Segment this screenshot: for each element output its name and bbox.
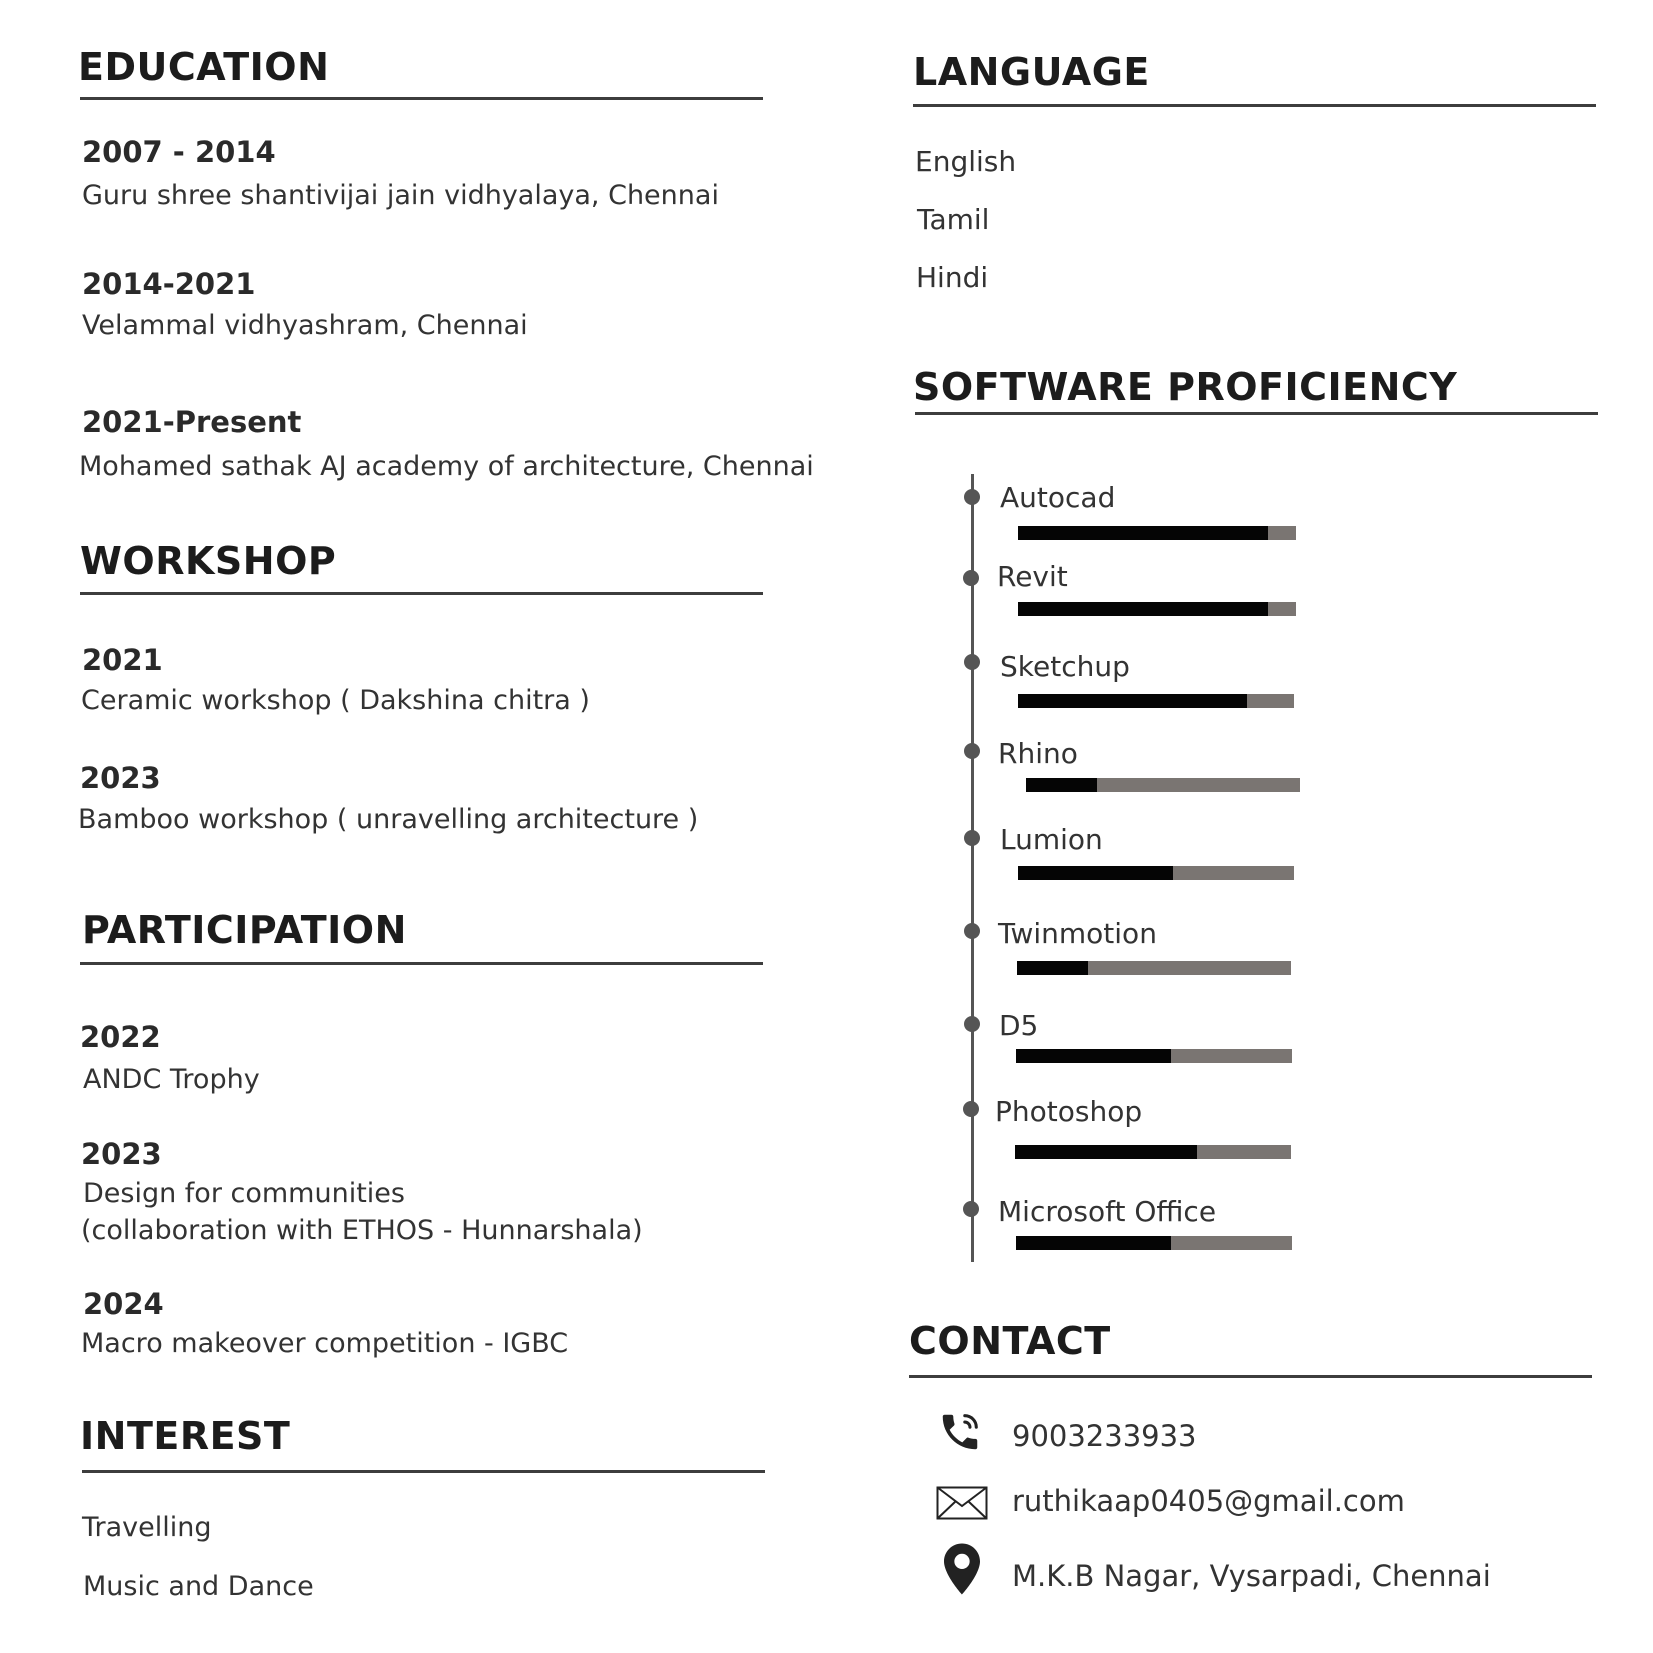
proficiency-bar <box>1018 526 1296 540</box>
contact-heading: CONTACT <box>909 1319 1111 1363</box>
contact-email[interactable]: ruthikaap0405@gmail.com <box>1012 1484 1405 1518</box>
workshop-year: 2023 <box>80 761 161 795</box>
software-name: Photoshop <box>995 1095 1143 1128</box>
interest-item: Travelling <box>82 1512 212 1543</box>
timeline-dot <box>963 570 979 586</box>
proficiency-fill <box>1015 1145 1197 1159</box>
workshop-divider <box>80 592 763 595</box>
software-name: Autocad <box>1000 481 1116 514</box>
timeline-dot <box>964 743 980 759</box>
timeline-dot <box>964 1016 980 1032</box>
software-name: Twinmotion <box>998 917 1157 950</box>
education-year: 2021-Present <box>82 405 302 439</box>
proficiency-bar <box>1018 694 1294 708</box>
interest-divider <box>82 1470 765 1473</box>
software-divider <box>915 412 1598 415</box>
proficiency-bar <box>1016 1049 1292 1063</box>
timeline-dot <box>964 489 980 505</box>
education-year: 2007 - 2014 <box>82 135 276 169</box>
contact-phone[interactable]: 9003233933 <box>1012 1419 1197 1453</box>
proficiency-bar <box>1026 778 1300 792</box>
proficiency-bar <box>1018 602 1296 616</box>
proficiency-fill <box>1017 961 1088 975</box>
proficiency-fill <box>1026 778 1097 792</box>
workshop-year: 2021 <box>82 643 163 677</box>
timeline-dot <box>963 1201 979 1217</box>
participation-item: Macro makeover competition - IGBC <box>81 1328 569 1359</box>
education-school: Guru shree shantivijai jain vidhyalaya, Chennai <box>82 180 719 211</box>
proficiency-bar <box>1018 866 1294 880</box>
proficiency-bar <box>1017 961 1291 975</box>
language-item: English <box>915 145 1017 178</box>
participation-item-detail: (collaboration with ETHOS - Hunnarshala) <box>81 1215 643 1246</box>
software-name: Revit <box>997 560 1068 593</box>
software-heading: SOFTWARE PROFICIENCY <box>913 365 1458 409</box>
proficiency-bar <box>1015 1145 1291 1159</box>
timeline-dot <box>964 654 980 670</box>
language-item: Hindi <box>916 261 989 294</box>
contact-divider <box>909 1375 1592 1378</box>
software-name: Sketchup <box>1000 650 1130 683</box>
participation-heading: PARTICIPATION <box>82 908 407 952</box>
language-divider <box>913 104 1596 107</box>
participation-item: Design for communities <box>83 1178 405 1209</box>
participation-year: 2023 <box>81 1137 162 1171</box>
proficiency-fill <box>1018 866 1173 880</box>
workshop-heading: WORKSHOP <box>80 539 337 583</box>
workshop-item: Ceramic workshop ( Dakshina chitra ) <box>81 685 590 716</box>
language-item: Tamil <box>917 203 990 236</box>
proficiency-fill <box>1016 1236 1171 1250</box>
software-timeline <box>971 474 974 1262</box>
software-name: Microsoft Office <box>998 1195 1217 1228</box>
participation-item: ANDC Trophy <box>83 1064 260 1095</box>
language-heading: LANGUAGE <box>913 50 1150 94</box>
mail-icon <box>936 1486 988 1524</box>
location-pin-icon <box>944 1543 980 1599</box>
participation-year: 2024 <box>83 1287 164 1321</box>
proficiency-fill <box>1018 526 1268 540</box>
software-name: D5 <box>999 1009 1039 1042</box>
education-divider <box>80 97 763 100</box>
participation-year: 2022 <box>80 1020 161 1054</box>
education-year: 2014-2021 <box>82 267 256 301</box>
proficiency-fill <box>1018 602 1268 616</box>
education-heading: EDUCATION <box>78 45 330 89</box>
timeline-dot <box>964 923 980 939</box>
proficiency-fill <box>1018 694 1247 708</box>
interest-heading: INTEREST <box>80 1414 291 1458</box>
software-name: Lumion <box>1000 823 1103 856</box>
timeline-dot <box>964 830 980 846</box>
participation-divider <box>80 962 763 965</box>
proficiency-bar <box>1016 1236 1292 1250</box>
phone-icon <box>937 1408 983 1460</box>
contact-address: M.K.B Nagar, Vysarpadi, Chennai <box>1012 1559 1491 1593</box>
timeline-dot <box>963 1101 979 1117</box>
proficiency-fill <box>1016 1049 1171 1063</box>
interest-item: Music and Dance <box>83 1571 314 1602</box>
education-school: Velammal vidhyashram, Chennai <box>82 310 528 341</box>
software-name: Rhino <box>998 737 1078 770</box>
education-school: Mohamed sathak AJ academy of architecture, Chennai <box>79 451 814 482</box>
workshop-item: Bamboo workshop ( unravelling architecture ) <box>78 804 699 835</box>
